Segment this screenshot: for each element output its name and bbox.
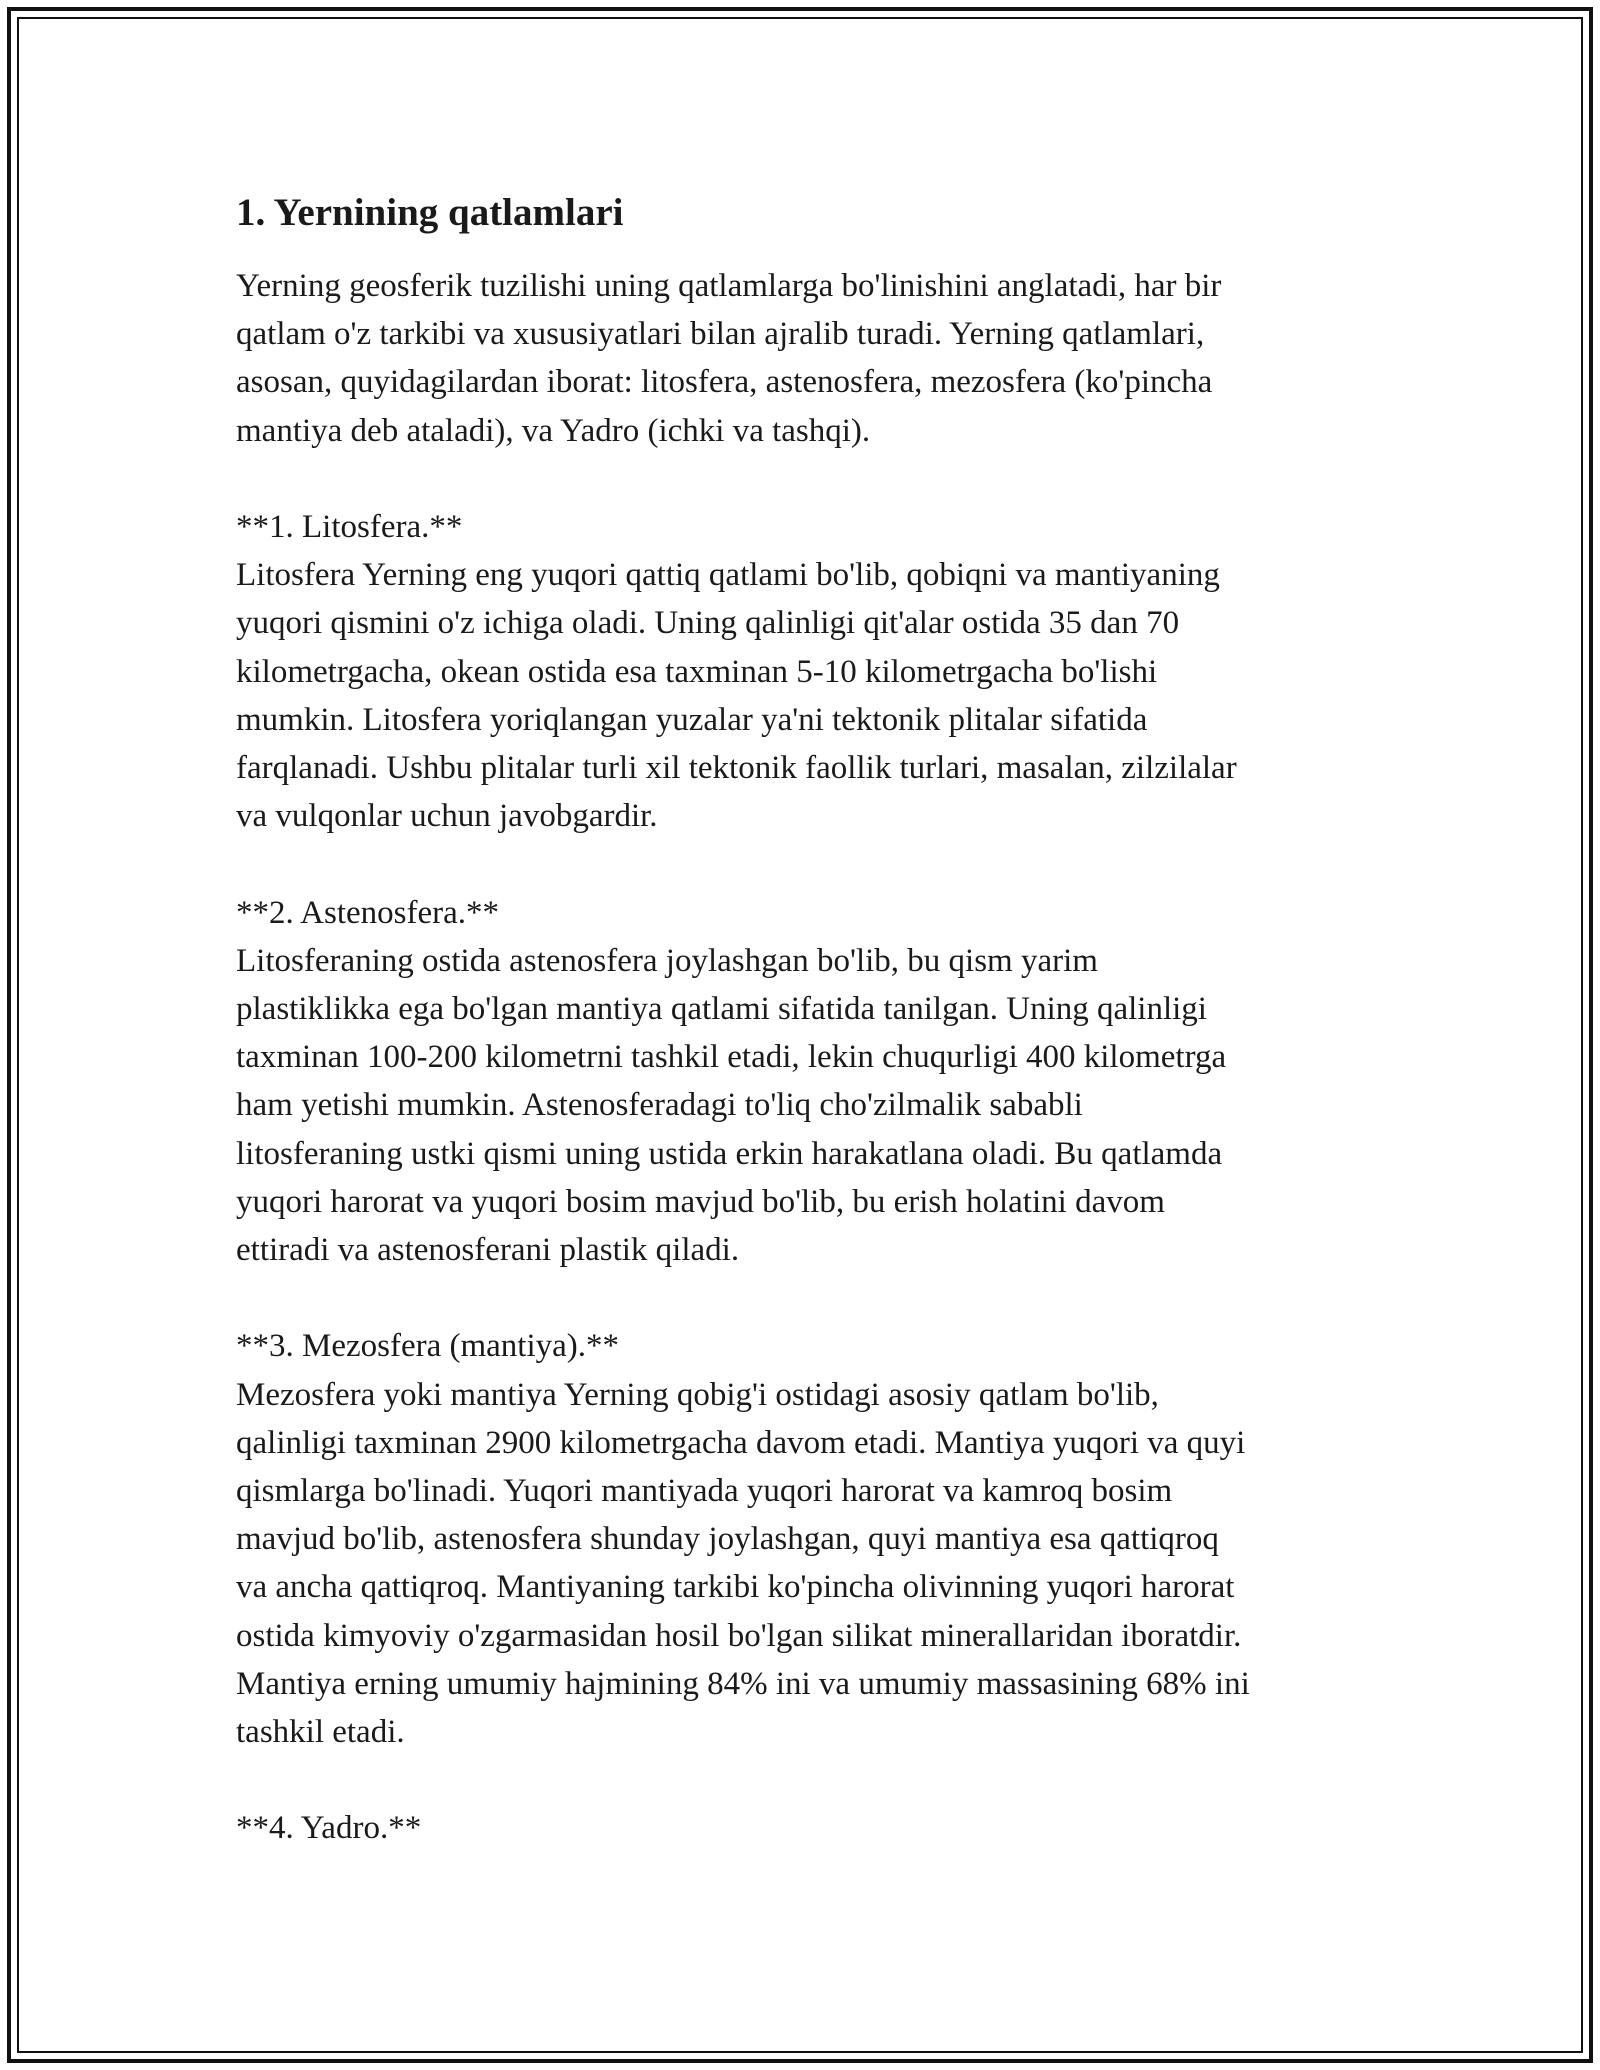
section-line: qalinligi taxminan 2900 kilometrgacha davom etadi. Mantiya yuqori va quyi	[236, 1424, 1246, 1461]
intro-line: qatlam o'z tarkibi va xususiyatlari bilan ajralib turadi. Yerning qatlamlari,	[236, 316, 1205, 353]
section-line: tashkil etadi.	[236, 1714, 405, 1751]
section-heading: **2. Astenosfera.**	[236, 894, 500, 931]
section-line: Mezosfera yoki mantiya Yerning qobig'i ostidagi asosiy qatlam bo'lib,	[236, 1376, 1159, 1413]
section-mezosfera	[236, 1322, 1386, 1756]
section-line: Mantiya erning umumiy hajmining 84% ini va umumiy massasining 68% ini	[236, 1665, 1250, 1702]
document-title: 1. Yernining qatlamlari	[236, 191, 624, 234]
section-line: farqlanadi. Ushbu plitalar turli xil tektonik faollik turlari, masalan, zilzilalar	[236, 750, 1237, 787]
section-line: litosferaning ustki qismi uning ustida erkin harakatlana oladi. Bu qatlamda	[236, 1135, 1223, 1172]
intro-line: Yerning geosferik tuzilishi uning qatlamlarga bo'linishini anglatadi, har bir	[236, 268, 1222, 304]
section-line: Litosferaning ostida astenosfera joylashgan bo'lib, bu qism yarim	[236, 942, 1098, 979]
section-line: Litosfera Yerning eng yuqori qattiq qatlami bo'lib, qobiqni va mantiyaning	[236, 557, 1220, 594]
section-astenosfera	[236, 889, 1386, 1275]
section-line: plastiklikka ega bo'lgan mantiya qatlami sifatida tanilgan. Uning qalinligi	[236, 991, 1207, 1028]
section-line: va vulqonlar uchun javobgardir.	[236, 798, 658, 835]
section-line: kilometrgacha, okean ostida esa taxminan 5-10 kilometrgacha bo'lishi	[236, 653, 1158, 690]
intro-line: asosan, quyidagilardan iborat: litosfera, astenosfera, mezosfera (ko'pincha	[236, 364, 1213, 401]
section-line: ettiradi va astenosferani plastik qiladi.	[236, 1232, 740, 1269]
section-line: taxminan 100-200 kilometrni tashkil etadi, lekin chuqurligi 400 kilometrga	[236, 1039, 1227, 1076]
section-line: ostida kimyoviy o'zgarmasidan hosil bo'lgan silikat minerallaridan iboratdir.	[236, 1617, 1242, 1654]
section-line: ham yetishi mumkin. Astenosferadagi to'liq cho'zilmalik sababli	[236, 1087, 1083, 1124]
section-heading: **4. Yadro.**	[236, 1810, 422, 1847]
section-line: mumkin. Litosfera yoriqlangan yuzalar ya'ni tektonik plitalar sifatida	[236, 701, 1148, 738]
section-line: mavjud bo'lib, astenosfera shunday joylashgan, quyi mantiya esa qattiqroq	[236, 1521, 1219, 1558]
section-heading: **1. Litosfera.**	[236, 509, 463, 545]
section-line: qismlarga bo'linadi. Yuqori mantiyada yuqori harorat va kamroq bosim	[236, 1473, 1173, 1510]
section-litosfera	[236, 503, 1386, 840]
section-line: yuqori harorat va yuqori bosim mavjud bo'lib, bu erish holatini davom	[236, 1183, 1165, 1220]
intro-paragraph	[236, 262, 1386, 455]
document-body	[236, 186, 1386, 1853]
section-line: yuqori qismini o'z ichiga oladi. Uning qalinligi qit'alar ostida 35 dan 70	[236, 605, 1180, 642]
section-heading: **3. Mezosfera (mantiya).**	[236, 1328, 620, 1365]
section-line: va ancha qattiqroq. Mantiyaning tarkibi ko'pincha olivinning yuqori harorat	[236, 1569, 1235, 1606]
section-yadro	[236, 1804, 1386, 1852]
intro-line: mantiya deb ataladi), va Yadro (ichki va tashqi).	[236, 412, 871, 449]
